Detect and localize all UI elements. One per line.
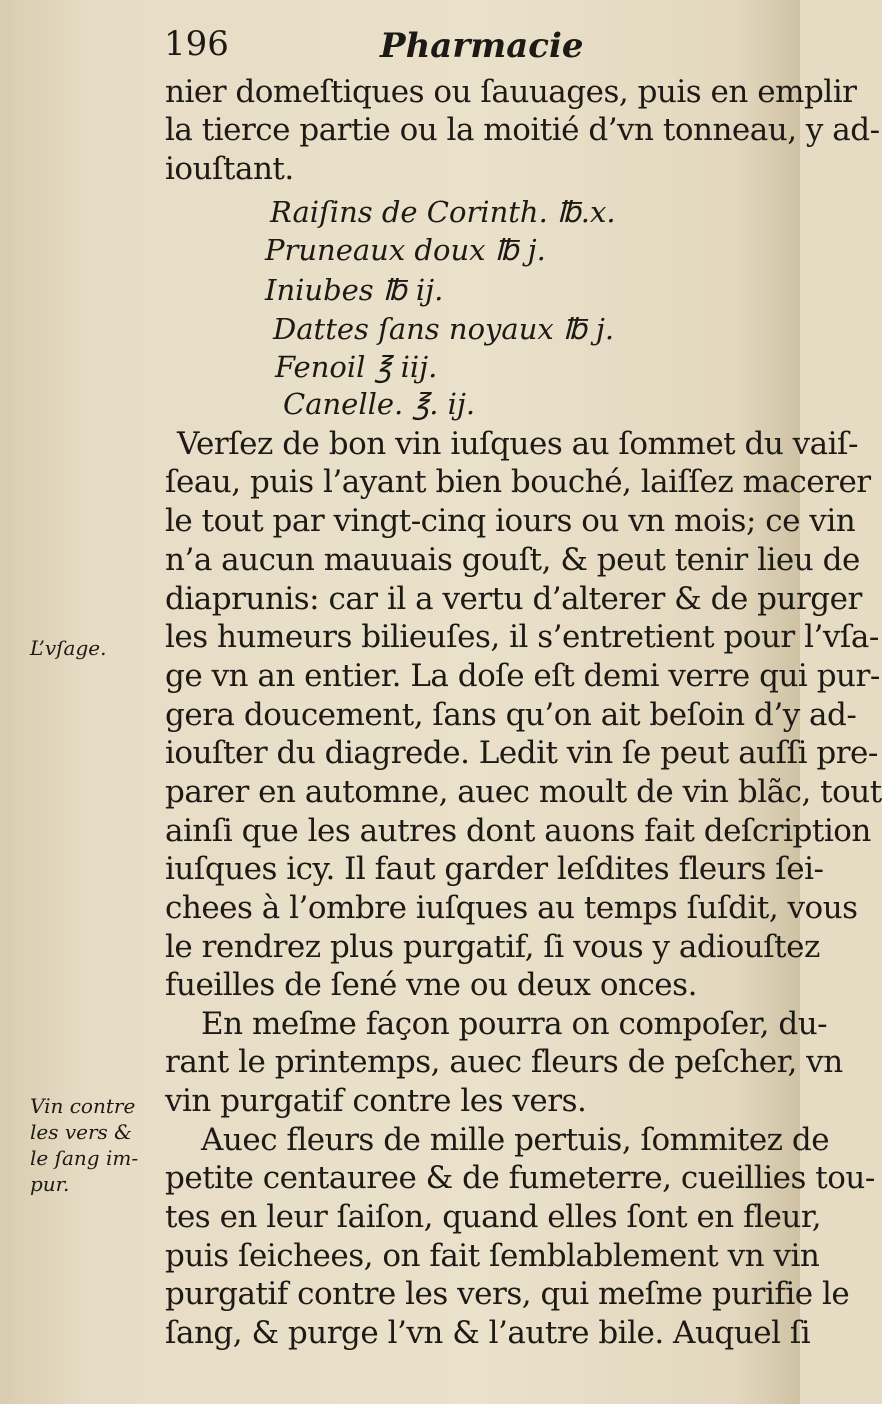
body-line: la tierce partie ou la moitié d’vn tonneau, y ad- <box>165 112 880 148</box>
body-line: purgatif contre les vers, qui meſme purifie le <box>165 1276 850 1312</box>
body-line: Verſez de bon vin iuſques au ſommet du vaiſ- <box>177 426 859 462</box>
body-line: vin purgatif contre les vers. <box>165 1083 587 1119</box>
recipe-line: Pruneaux doux ℔ j. <box>265 233 546 267</box>
body-line: les humeurs bilieuſes, il s’entretient pour l’vſa- <box>165 619 879 655</box>
body-line: iuſques icy. Il faut garder leſdites fleurs ſei- <box>165 851 824 887</box>
running-title: Pharmacie <box>380 26 584 66</box>
recipe-line: Canelle. ℥. ij. <box>283 387 476 421</box>
body-line: chees à l’ombre iuſques au temps ſuſdit, vous <box>165 890 858 926</box>
body-line: n’a aucun mauuais gouſt, & peut tenir lieu de <box>165 542 860 578</box>
body-line: le rendrez plus purgatif, ſi vous y adiouſtez <box>165 929 820 965</box>
body-line: iouſtant. <box>165 151 294 187</box>
body-line: le tout par vingt-cinq iours ou vn mois; ce vin <box>165 503 856 539</box>
recipe-line: Raiſins de Corinth. ℔.x. <box>270 195 616 229</box>
body-line: rant le printemps, auec fleurs de peſcher, vn <box>165 1044 843 1080</box>
body-line: fueilles de ſené vne ou deux onces. <box>165 967 697 1003</box>
body-line: nier domeſtiques ou ſauuages, puis en emplir <box>165 74 857 110</box>
body-line: ge vn an entier. La doſe eſt demi verre qui pur- <box>165 658 880 694</box>
page-header <box>160 22 760 66</box>
margin-note-line: les vers & <box>30 1120 132 1144</box>
body-line: Auec fleurs de mille pertuis, ſommitez de <box>201 1122 830 1158</box>
body-line: diaprunis: car il a vertu d’alterer & de purger <box>165 581 862 617</box>
page-number: 196 <box>164 24 229 64</box>
body-line: ſeau, puis l’ayant bien bouché, laiſſez macerer <box>165 464 871 500</box>
margin-note-line: Vin contre <box>30 1094 136 1118</box>
body-line: petite centauree & de fumeterre, cueillies tou- <box>165 1160 875 1196</box>
recipe-line: Dattes ſans noyaux ℔ j. <box>273 312 615 346</box>
margin-note-usage: L’vſage. <box>30 636 107 660</box>
body-line: gera doucement, ſans qu’on ait beſoin d’y ad- <box>165 697 857 733</box>
body-line: ainſi que les autres dont auons fait deſcription <box>165 813 871 849</box>
margin-note-line: pur. <box>30 1172 70 1196</box>
body-line: En meſme façon pourra on compoſer, du- <box>201 1006 828 1042</box>
margin-note-line: le ſang im- <box>30 1146 139 1170</box>
body-line: parer en automne, auec moult de vin blãc, tout <box>165 774 882 810</box>
body-line: puis ſeichees, on fait ſemblablement vn vin <box>165 1238 820 1274</box>
recipe-line: Fenoil ℥ iij. <box>275 350 438 384</box>
body-line: tes en leur ſaiſon, quand elles ſont en fleur, <box>165 1199 822 1235</box>
body-line: ſang, & purge l’vn & l’autre bile. Auquel ſi <box>165 1315 811 1351</box>
recipe-line: Iniubes ℔ ij. <box>265 273 444 307</box>
body-line: iouſter du diagrede. Ledit vin ſe peut auſſi pre- <box>165 735 878 771</box>
